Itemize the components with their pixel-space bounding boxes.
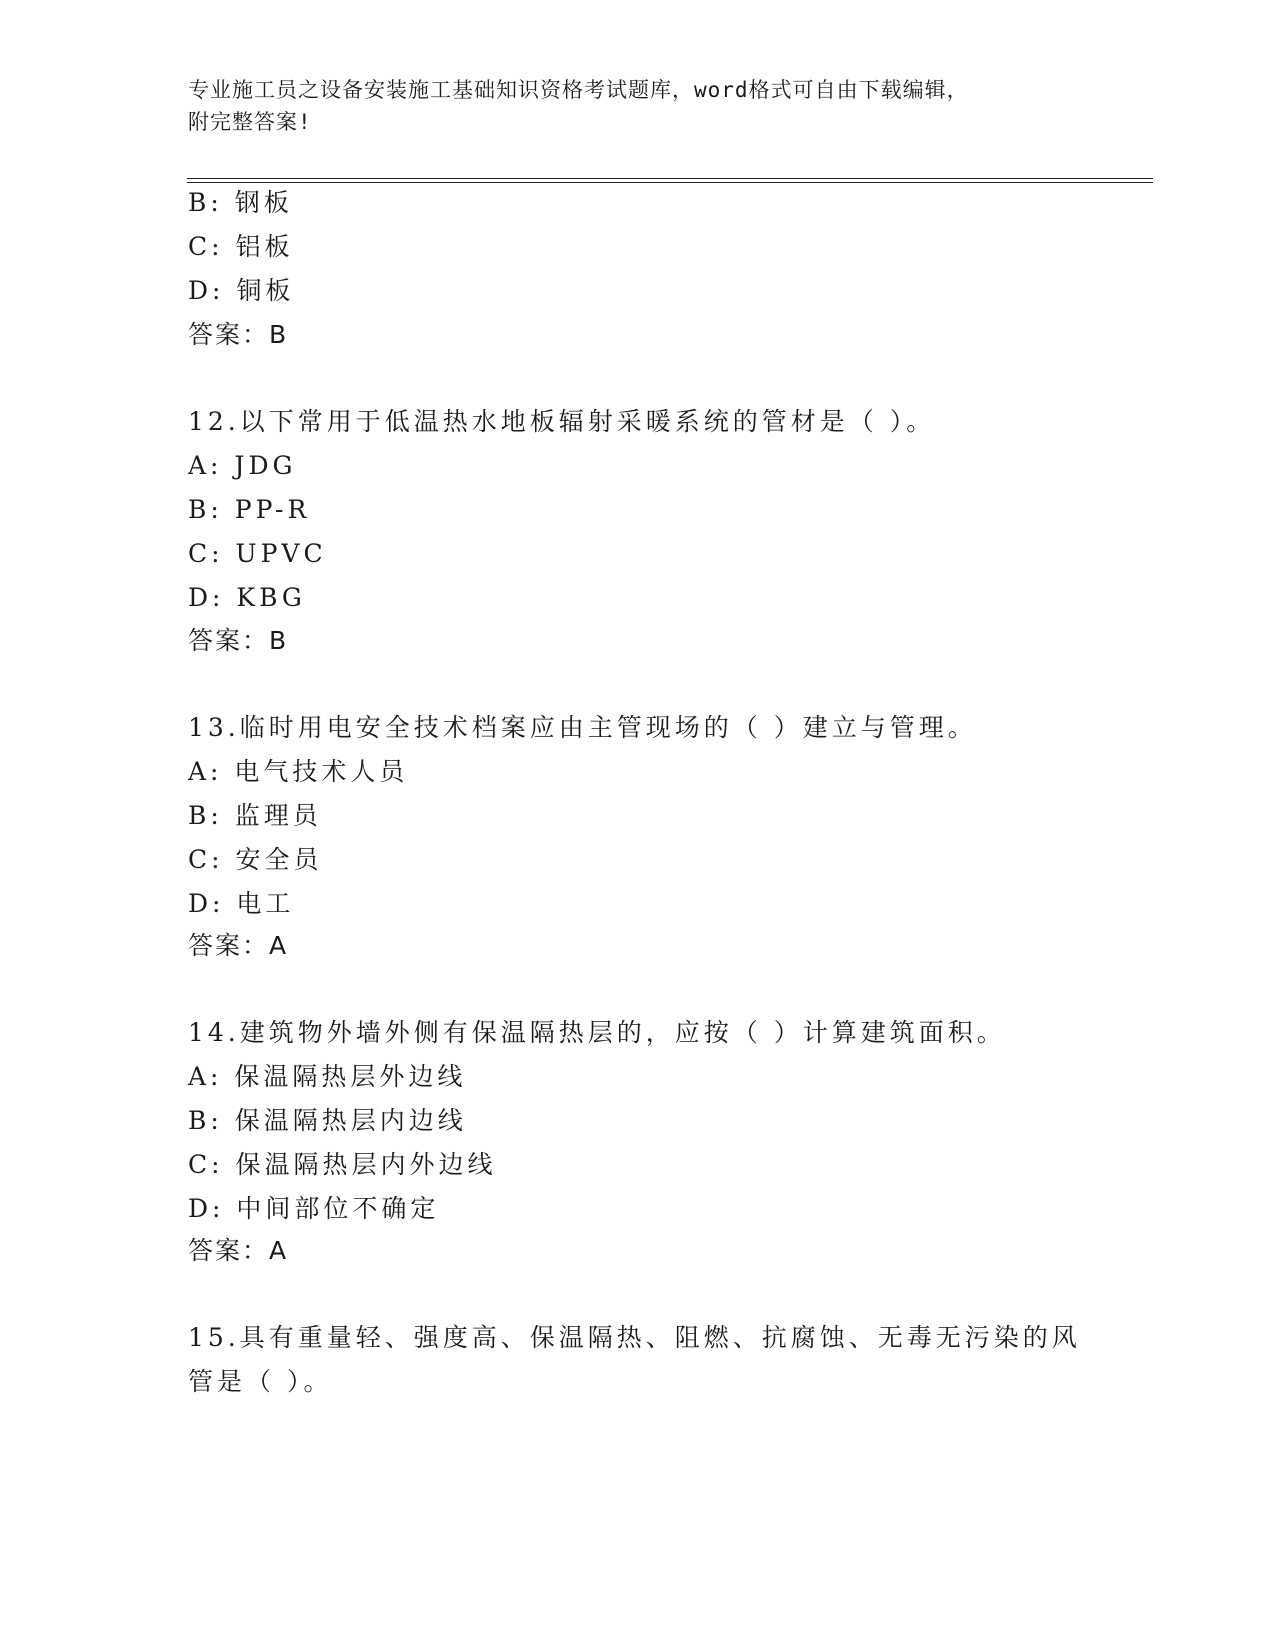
header-divider (187, 178, 1153, 183)
q12-option-b: B: PP-R (188, 495, 311, 524)
q12-option-a: A: JDG (188, 451, 297, 480)
page-header (188, 74, 1088, 138)
q11-option-d: D: 铜板 (188, 276, 295, 305)
q13-option-a: A: 电气技术人员 (188, 757, 409, 786)
q13-option-d: D: 电工 (188, 889, 295, 918)
q15-question-line-2: 管是（ ）。 (188, 1367, 333, 1396)
q13-option-b: B: 监理员 (188, 801, 322, 830)
q12-answer: 答案：B (188, 626, 289, 655)
q14-answer: 答案：A (188, 1236, 289, 1265)
q12-question: 12.以下常用于低温热水地板辐射采暖系统的管材是（ ）。 (188, 407, 936, 436)
q11-option-b: B: 钢板 (188, 188, 293, 217)
q13-option-c: C: 安全员 (188, 845, 323, 874)
q14-option-c: C: 保温隔热层内外边线 (188, 1150, 497, 1179)
q14-question: 14.建筑物外墙外侧有保温隔热层的，应按（ ）计算建筑面积。 (188, 1018, 1006, 1047)
q14-option-b: B: 保温隔热层内边线 (188, 1106, 467, 1135)
header-title-line-1: 专业施工员之设备安装施工基础知识资格考试题库，word格式可自由下载编辑， (188, 78, 969, 102)
q13-question: 13.临时用电安全技术档案应由主管现场的（ ）建立与管理。 (188, 713, 977, 742)
q14-option-d: D: 中间部位不确定 (188, 1194, 440, 1223)
header-title-line-2: 附完整答案! (188, 110, 312, 134)
q12-option-d: D: KBG (188, 583, 306, 612)
q11-option-c: C: 铝板 (188, 232, 294, 261)
q11-answer: 答案：B (188, 320, 289, 349)
q13-answer: 答案：A (188, 931, 289, 960)
q12-option-c: C: UPVC (188, 539, 327, 568)
q15-question-line-1: 15.具有重量轻、强度高、保温隔热、阻燃、抗腐蚀、无毒无污染的风 (188, 1323, 1081, 1352)
q14-option-a: A: 保温隔热层外边线 (188, 1062, 467, 1091)
